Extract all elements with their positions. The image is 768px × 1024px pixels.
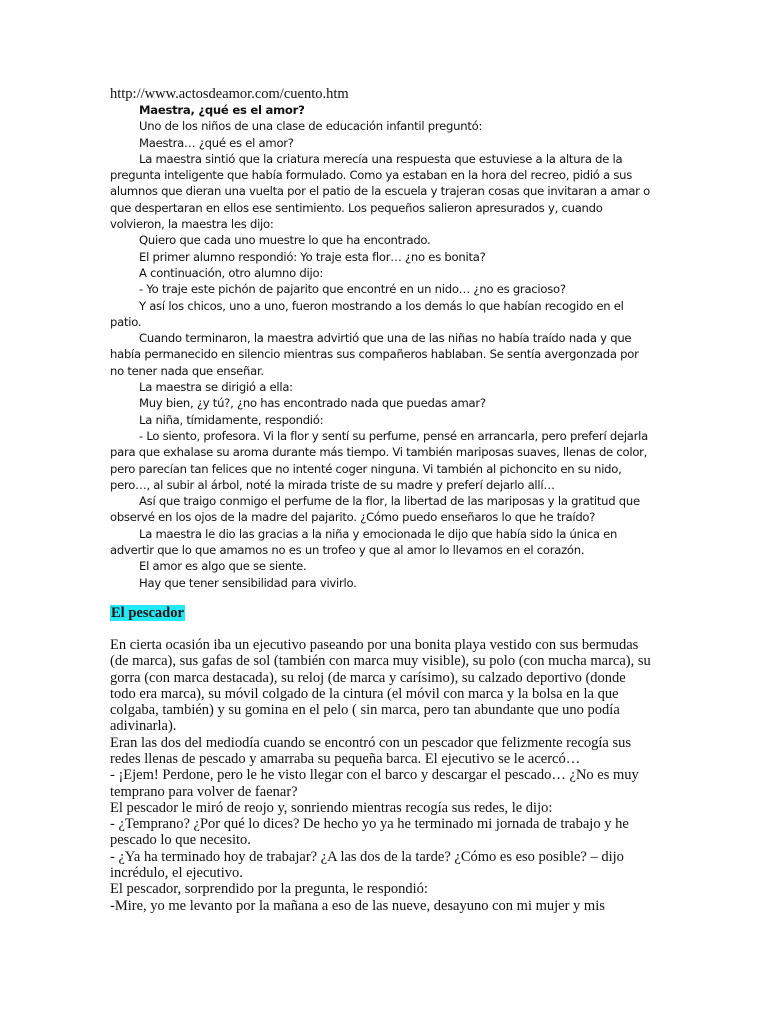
highlighted-title: El pescador <box>111 604 184 621</box>
story-paragraph: La maestra se dirigió a ella: <box>139 380 293 395</box>
story-paragraph: - ¿Temprano? ¿Por qué lo dices? De hecho yo ya he terminado mi jornada de trabajo y he pescado lo que necesito. <box>110 816 629 849</box>
story-paragraph: Muy bien, ¿y tú?, ¿no has encontrado nada que puedas amar? <box>139 396 486 411</box>
story-paragraph: Quiero que cada uno muestre lo que ha encontrado. <box>139 233 431 248</box>
section-heading <box>110 603 655 623</box>
source-url: http://www.actosdeamor.com/cuento.htm <box>110 86 349 102</box>
story-paragraph: En cierta ocasión iba un ejecutivo paseando por una bonita playa vestido con sus bermudas (de marca), sus gafas de sol (también con marca muy visible), su polo (con mucha marca), su gorra (con marca destacada), su reloj (de marca y carísimo), su calzado deportivo (donde todo era marca), su móvil colgado de la cintura (el móvil con marca y la bolsa en la que colgaba, también) y su gomina en el pelo ( sin marca, pero tan abundante que uno podía adivinarla). <box>110 636 651 735</box>
story-paragraph: El pescador le miró de reojo y, sonriendo mientras recogía sus redes, le dijo: <box>110 799 553 816</box>
story-maestra <box>110 102 655 591</box>
story-paragraph: -Mire, yo me levanto por la mañana a eso de las nueve, desayuno con mi mujer y mis <box>110 897 605 914</box>
story-paragraph: La niña, tímidamente, respondió: <box>139 412 324 427</box>
story-paragraph: Maestra… ¿qué es el amor? <box>139 135 294 150</box>
story-paragraph: Y así los chicos, uno a uno, fueron mostrando a los demás lo que habían recogido en el patio. <box>110 298 624 329</box>
story-paragraph: El pescador, sorprendido por la pregunta, le respondió: <box>110 881 428 898</box>
story-paragraph: Uno de los niños de una clase de educación infantil preguntó: <box>139 119 483 134</box>
story-paragraph: - ¿Ya ha terminado hoy de trabajar? ¿A las dos de la tarde? ¿Cómo es eso posible? – dijo incrédulo, el ejecutivo. <box>110 848 624 882</box>
story-paragraph: Cuando terminaron, la maestra advirtió que una de las niñas no había traído nada y que había permanecido en silencio mientras sus compañeros hablaban. Se sentía avergonzada por no tener nada que enseñar. <box>110 331 639 378</box>
story-paragraph: - Yo traje este pichón de pajarito que encontré en un nido… ¿no es gracioso? <box>139 282 566 297</box>
story-paragraph: La maestra le dio las gracias a la niña y emocionada le dijo que había sido la única en advertir que lo que amamos no es un trofeo y que al amor lo llevamos en el corazón. <box>110 526 618 558</box>
document-page <box>110 86 655 914</box>
story-paragraph: - Lo siento, profesora. Vi la flor y sentí su perfume, pensé en arrancarla, pero preferí dejarla para que exhalase su aroma durante más tiempo. Vi también mariposas suaves, llenas de color, pero parecían tan felices que no intenté coger ninguna. Vi también al pichoncito en su nido, pero…, al subir al árbol, noté la mirada triste de su madre y preferí dejarlo allí… <box>110 428 649 492</box>
story-paragraph: El amor es algo que se siente. <box>139 559 307 574</box>
story-paragraph: A continuación, otro alumno dijo: <box>139 265 323 280</box>
story-pescador <box>110 637 655 914</box>
story-paragraph: La maestra sintió que la criatura merecía una respuesta que estuviese a la altura de la pregunta inteligente que había formulado. Como ya estaban en la hora del recreo, pidió a sus alumnos que dieran una vuelta por el patio de la escuela y trajeran cosas que invitaran a amar o que despertaran en ellos ese sentimiento. Los pequeños salieron apresurados y, cuando volvieron, la maestra les dijo: <box>110 151 650 232</box>
story-paragraph: - ¡Ejem! Perdone, pero le he visto llegar con el barco y descargar el pescado… ¿No es muy temprano para volver de faenar? <box>110 767 639 800</box>
story-paragraph: Así que traigo conmigo el perfume de la flor, la libertad de las mariposas y la gratitud que observé en los ojos de la madre del pajarito. ¿Cómo puedo enseñaros lo que he traído? <box>110 494 640 525</box>
story-paragraph: El primer alumno respondió: Yo traje esta flor… ¿no es bonita? <box>139 249 486 264</box>
story-title: Maestra, ¿qué es el amor? <box>139 103 305 117</box>
story-paragraph: Hay que tener sensibilidad para vivirlo. <box>139 575 357 590</box>
story-paragraph: Eran las dos del mediodía cuando se encontró con un pescador que felizmente recogía sus redes llenas de pescado y amarraba su pequeña barca. El ejecutivo se le acercó… <box>110 734 632 767</box>
